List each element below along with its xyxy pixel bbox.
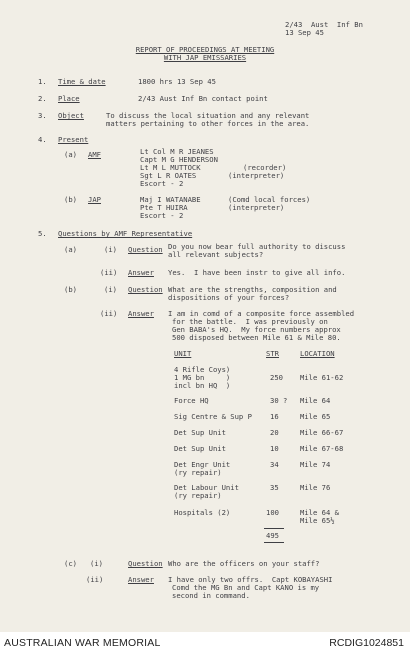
question-roman: (i) <box>90 559 103 568</box>
total-rule-bottom <box>264 542 284 543</box>
answer-roman: (ii) <box>100 268 118 277</box>
answer-text: I am in comd of a composite force assembled <box>168 309 355 318</box>
present-side-label: JAP <box>88 195 101 204</box>
present-letter: (b) <box>64 195 77 204</box>
present-name: Lt Col M R JEANES <box>140 147 214 156</box>
table-cell-location: Mile 76 <box>300 483 331 492</box>
answer-text: Comd the MG Bn and Capt KANO is my <box>172 583 320 592</box>
question-text: Who are the officers on your staff? <box>168 559 320 568</box>
table-cell-location: Mile 67-68 <box>300 444 344 453</box>
table-cell-str: 20 <box>270 428 279 437</box>
item-value: To discuss the local situation and any relevant <box>106 111 310 120</box>
answer-word: Answer <box>128 309 154 318</box>
table-cell-unit: Det Labour Unit <box>174 483 239 492</box>
table-total: 495 <box>266 531 279 540</box>
present-role: (recorder) <box>243 163 287 172</box>
table-cell-str: 30 ? <box>270 396 288 405</box>
table-cell-str: 16 <box>270 412 279 421</box>
table-cell-location: Mile 66-67 <box>300 428 344 437</box>
item-label: Place <box>58 94 80 103</box>
item-number: 1. <box>38 77 47 86</box>
item-label: Time & date <box>58 77 106 86</box>
question-word: Question <box>128 559 163 568</box>
present-name: Capt M G HENDERSON <box>140 155 218 164</box>
table-cell-unit: 1 MG bn ) <box>174 373 231 382</box>
item-label: Present <box>58 135 89 144</box>
present-name: Maj I WATANABE <box>140 195 201 204</box>
question-word: Question <box>128 285 163 294</box>
answer-text: for the battle. I was previously on <box>172 317 328 326</box>
table-cell-unit: Det Sup Unit <box>174 444 226 453</box>
question-letter: (c) <box>64 559 77 568</box>
document-title: REPORT OF PROCEEDINGS AT MEETING <box>135 45 275 54</box>
question-roman: (i) <box>104 245 117 254</box>
item-number: 5. <box>38 229 47 238</box>
present-side-label: AMF <box>88 150 101 159</box>
table-cell-location: Mile 65 <box>300 412 331 421</box>
table-cell-str: 250 <box>270 373 283 382</box>
table-cell-location: Mile 61-62 <box>300 373 344 382</box>
table-cell-unit: (ry repair) <box>174 468 222 477</box>
question-letter: (b) <box>64 285 77 294</box>
table-header-unit: UNIT <box>174 349 192 358</box>
present-role: (Comd local forces) <box>228 195 311 204</box>
question-text-cont: dispositions of your forces? <box>168 293 290 302</box>
table-cell-location: Mile 74 <box>300 460 331 469</box>
table-cell-unit: (ry repair) <box>174 491 222 500</box>
table-cell-str: 34 <box>270 460 279 469</box>
question-text-cont: all relevant subjects? <box>168 250 264 259</box>
table-cell-unit: incl bn HQ ) <box>174 381 231 390</box>
table-cell-location-cont: Mile 65½ <box>300 516 335 525</box>
table-cell-str: 10 <box>270 444 279 453</box>
question-text: What are the strengths, composition and <box>168 285 337 294</box>
present-name: Lt M L MUTTOCK <box>140 163 201 172</box>
answer-roman: (ii) <box>86 575 104 584</box>
item-number: 4. <box>38 135 47 144</box>
footer-record-id: RCDIG1024851 <box>329 637 404 649</box>
table-cell-str: 35 <box>270 483 279 492</box>
question-word: Question <box>128 245 163 254</box>
table-cell-unit: Hospitals (2) <box>174 508 231 517</box>
item-number: 2. <box>38 94 47 103</box>
table-header-location: LOCATION <box>300 349 335 358</box>
answer-word: Answer <box>128 575 154 584</box>
present-name: Escort - 2 <box>140 179 184 188</box>
item-value: 1800 hrs 13 Sep 45 <box>138 77 216 86</box>
answer-text: Gen BABA's HQ. My force numbers approx <box>172 325 341 334</box>
present-role: (interpreter) <box>228 203 285 212</box>
answer-text: I have only two offrs. Capt KOBAYASHI <box>168 575 333 584</box>
item-label: Questions by AMF Representative <box>58 229 193 238</box>
archive-footer <box>0 632 410 654</box>
question-text: Do you now bear full authority to discuss <box>168 242 346 251</box>
table-cell-location: Mile 64 <box>300 396 331 405</box>
table-cell-unit: Sig Centre & Sup P <box>174 412 252 421</box>
answer-text: 500 disposed between Mile 61 & Mile 80. <box>172 333 341 342</box>
present-name: Pte T HUIRA <box>140 203 188 212</box>
header-date: 13 Sep 45 <box>285 28 324 37</box>
present-name: Escort - 2 <box>140 211 184 220</box>
present-role: (interpreter) <box>228 171 285 180</box>
answer-roman: (ii) <box>100 309 118 318</box>
question-roman: (i) <box>104 285 117 294</box>
header-unit: 2/43 Aust Inf Bn <box>285 20 363 29</box>
answer-word: Answer <box>128 268 154 277</box>
present-name: Sgt L R OATES <box>140 171 197 180</box>
item-label: Object <box>58 111 84 120</box>
table-header-str: STR <box>266 349 279 358</box>
table-cell-unit: Det Engr Unit <box>174 460 231 469</box>
item-value-cont: matters pertaining to other forces in the area. <box>106 119 310 128</box>
total-rule-top <box>264 528 284 529</box>
item-number: 3. <box>38 111 47 120</box>
present-letter: (a) <box>64 150 77 159</box>
table-cell-location: Mile 64 & <box>300 508 339 517</box>
table-cell-unit: Force HQ <box>174 396 209 405</box>
table-cell-unit: 4 Rifle Coys) <box>174 365 231 374</box>
answer-text: second in command. <box>172 591 250 600</box>
table-cell-unit: Det Sup Unit <box>174 428 226 437</box>
footer-source: AUSTRALIAN WAR MEMORIAL <box>4 637 161 649</box>
document-subtitle: WITH JAP EMISSARIES <box>163 53 247 62</box>
answer-text: Yes. I have been instr to give all info. <box>168 268 346 277</box>
item-value: 2/43 Aust Inf Bn contact point <box>138 94 268 103</box>
table-cell-str: 100 <box>266 508 279 517</box>
question-letter: (a) <box>64 245 77 254</box>
